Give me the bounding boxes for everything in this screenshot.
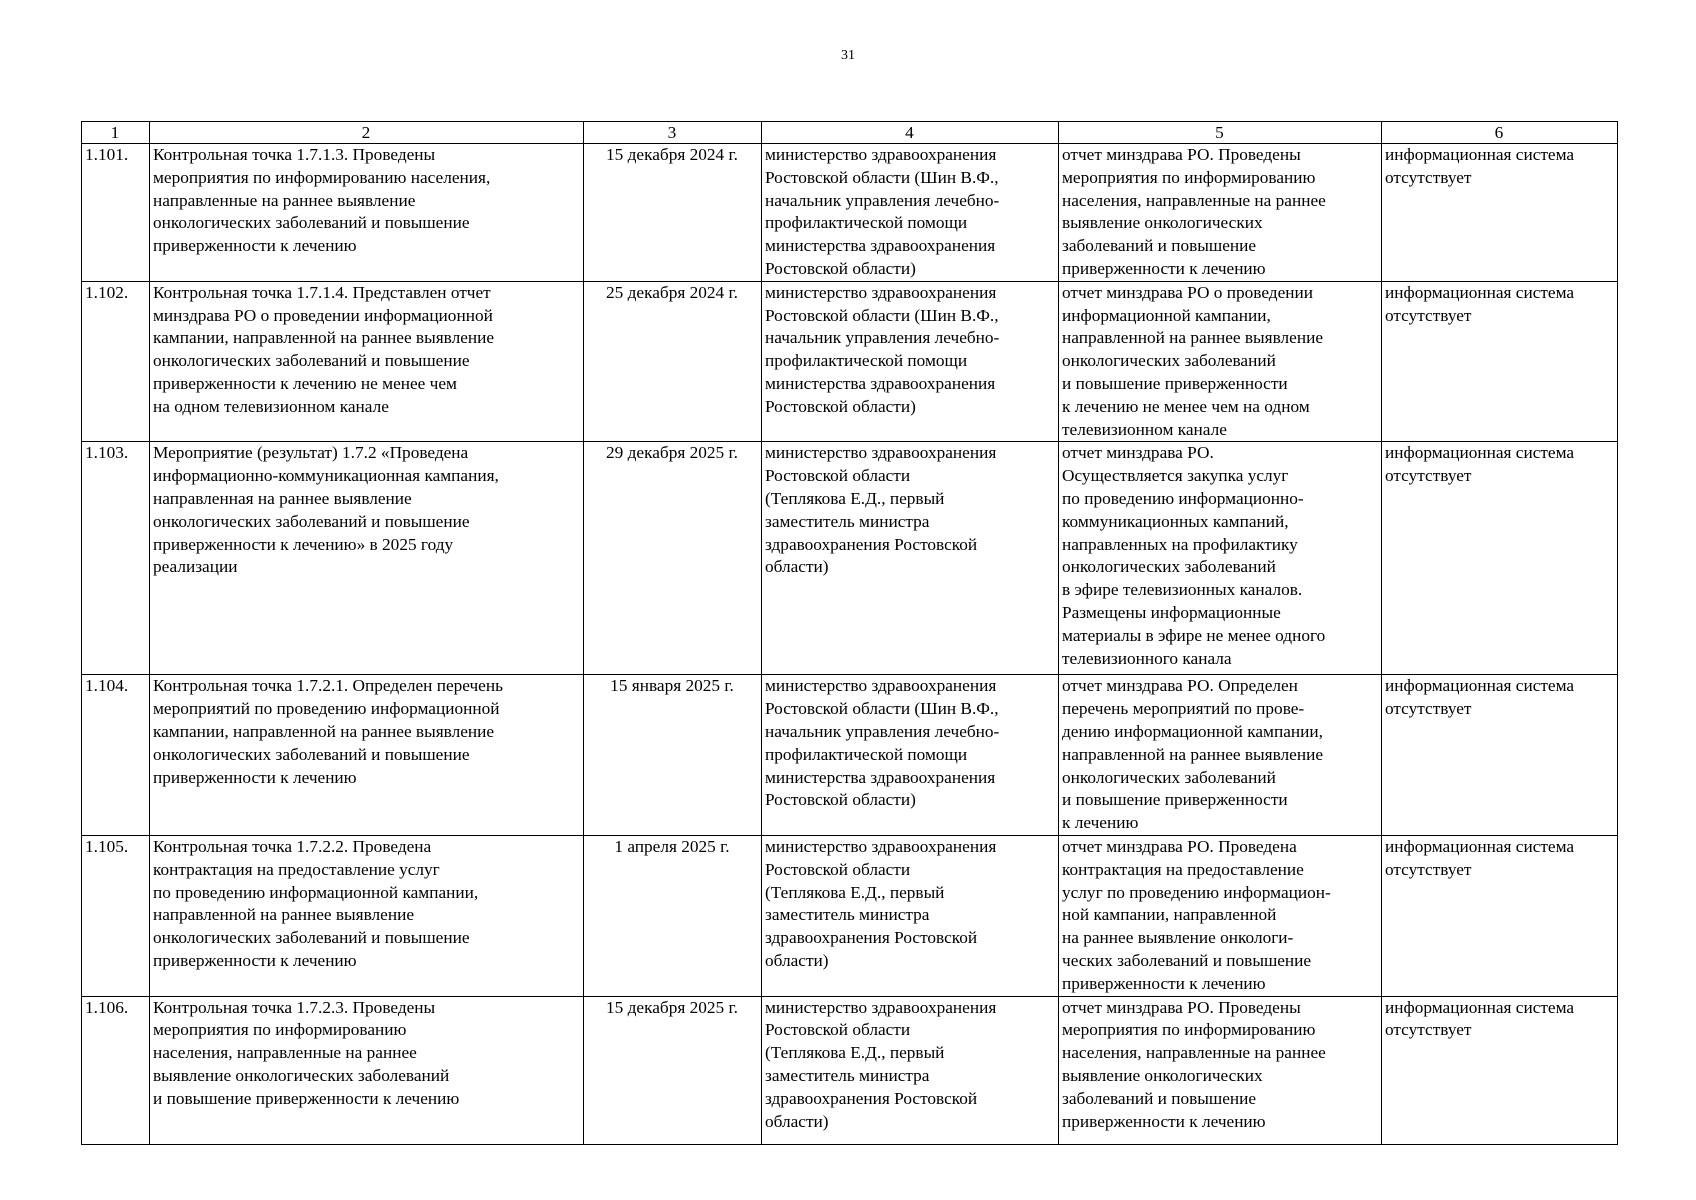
description-cell-line: Контрольная точка 1.7.2.1. Определен перечень <box>153 676 503 696</box>
description-cell-line: направленные на раннее выявление <box>153 190 416 210</box>
description-cell-line: Контрольная точка 1.7.2.2. Проведена <box>153 836 432 856</box>
result-cell-line: населения, направленные на раннее <box>1062 1043 1326 1063</box>
result-cell-line: мероприятия по информированию <box>1062 1020 1316 1040</box>
result-cell-line: информационной кампании, <box>1062 305 1271 325</box>
result-cell-line: онкологических заболеваний <box>1062 767 1276 787</box>
result-cell-line: направленной на раннее выявление <box>1062 744 1323 764</box>
result-cell-line: отчет минздрава РО. Проведена <box>1062 836 1297 856</box>
result-cell-line: по проведению информационно- <box>1062 488 1304 508</box>
description-cell-line: направленной на раннее выявление <box>153 905 414 925</box>
result-cell-line: на раннее выявление онкологи- <box>1062 928 1294 948</box>
result-cell <box>1059 144 1382 282</box>
row-number: 1.104. <box>82 675 150 836</box>
responsible-cell-line: министерство здравоохранения <box>765 145 997 164</box>
result-cell-line: Осуществляется закупка услуг <box>1062 466 1289 486</box>
responsible-cell-line: министерства здравоохранения <box>765 236 996 256</box>
row-number: 1.101. <box>82 144 150 282</box>
responsible-cell-line: профилактической помощи <box>765 744 968 764</box>
description-cell-line: онкологических заболеваний и повышение <box>153 213 470 233</box>
description-cell-line: на одном телевизионном канале <box>153 396 389 416</box>
responsible-cell-line: области) <box>765 557 829 577</box>
result-cell <box>1059 281 1382 442</box>
column-header-4: 4 <box>762 122 1059 144</box>
column-header-1: 1 <box>82 122 150 144</box>
description-cell-line: Контрольная точка 1.7.2.3. Проведены <box>153 997 436 1017</box>
description-cell <box>150 442 584 675</box>
result-cell-line: приверженности к лечению <box>1062 1111 1266 1131</box>
deadline-cell: 15 января 2025 г. <box>584 675 762 836</box>
description-cell-line: мероприятия по информированию населения, <box>153 167 491 187</box>
system-cell-line: информационная система <box>1385 997 1575 1017</box>
responsible-cell-line: начальник управления лечебно- <box>765 190 1000 210</box>
result-cell-line: приверженности к лечению <box>1062 973 1266 993</box>
responsible-cell-line: Ростовской области <box>765 466 911 486</box>
responsible-cell-line: министерство здравоохранения <box>765 997 997 1017</box>
result-cell-line: направленной на раннее выявление <box>1062 328 1323 348</box>
result-cell-line: к лечению не менее чем на одном <box>1062 396 1310 416</box>
result-cell-line: ной кампании, направленной <box>1062 905 1277 925</box>
description-cell-line: приверженности к лечению <box>153 767 357 787</box>
result-cell-line: Размещены информационные <box>1062 602 1281 622</box>
responsible-cell-line: Ростовской области <box>765 1020 911 1040</box>
result-cell-line: телевизионного канала <box>1062 648 1232 668</box>
system-cell-line: отсутствует <box>1385 859 1472 879</box>
responsible-cell-line: министерство здравоохранения <box>765 282 997 302</box>
responsible-cell-line: Ростовской области) <box>765 258 916 278</box>
responsible-cell-line: (Теплякова Е.Д., первый <box>765 1043 945 1063</box>
table-row <box>82 442 1618 675</box>
result-cell <box>1059 675 1382 836</box>
responsible-cell-line: начальник управления лечебно- <box>765 328 1000 348</box>
responsible-cell-line: здравоохранения Ростовской <box>765 928 978 948</box>
responsible-cell-line: министерство здравоохранения <box>765 676 997 696</box>
table-row <box>82 675 1618 836</box>
result-cell-line: онкологических заболеваний <box>1062 557 1276 577</box>
responsible-cell-line: (Теплякова Е.Д., первый <box>765 488 945 508</box>
description-cell-line: кампании, направленной на раннее выявление <box>153 328 495 348</box>
responsible-cell-line: профилактической помощи <box>765 351 968 371</box>
responsible-cell-line: начальник управления лечебно- <box>765 721 1000 741</box>
column-header-6: 6 <box>1382 122 1618 144</box>
table-header <box>82 122 1618 144</box>
responsible-cell-line: профилактической помощи <box>765 213 968 233</box>
system-cell <box>1382 675 1618 836</box>
description-cell-line: информационно-коммуникационная кампания, <box>153 466 499 486</box>
description-cell-line: Контрольная точка 1.7.1.3. Проведены <box>153 145 436 164</box>
result-cell-line: перечень мероприятий по прове- <box>1062 699 1305 719</box>
result-cell-line: заболеваний и повышение <box>1062 1088 1257 1108</box>
description-cell-line: приверженности к лечению» в 2025 году <box>153 534 454 554</box>
deadline-cell: 25 декабря 2024 г. <box>584 281 762 442</box>
result-cell-line: услуг по проведению информацион- <box>1062 882 1331 902</box>
description-cell <box>150 835 584 996</box>
system-cell-line: отсутствует <box>1385 466 1472 486</box>
page-number: 31 <box>841 48 855 63</box>
result-cell-line: контрактация на предоставление <box>1062 859 1304 879</box>
system-cell-line: информационная система <box>1385 282 1575 302</box>
result-cell-line: к лечению <box>1062 813 1139 833</box>
responsible-cell-line: (Теплякова Е.Д., первый <box>765 882 945 902</box>
system-cell <box>1382 144 1618 282</box>
system-cell-line: информационная система <box>1385 145 1575 164</box>
row-number: 1.102. <box>82 281 150 442</box>
result-cell-line: и повышение приверженности <box>1062 790 1288 810</box>
plan-table <box>81 121 1618 1145</box>
responsible-cell <box>762 996 1059 1144</box>
responsible-cell-line: здравоохранения Ростовской <box>765 534 978 554</box>
responsible-cell-line: министерства здравоохранения <box>765 767 996 787</box>
system-cell-line: отсутствует <box>1385 167 1472 187</box>
responsible-cell <box>762 675 1059 836</box>
responsible-cell <box>762 281 1059 442</box>
responsible-cell-line: заместитель министра <box>765 511 930 531</box>
description-cell-line: онкологических заболеваний и повышение <box>153 511 470 531</box>
responsible-cell-line: Ростовской области (Шин В.Ф., <box>765 167 999 187</box>
description-cell-line: реализации <box>153 557 238 577</box>
result-cell-line: отчет минздрава РО. Проведены <box>1062 997 1301 1017</box>
description-cell <box>150 996 584 1144</box>
row-number: 1.103. <box>82 442 150 675</box>
responsible-cell-line: области) <box>765 1111 829 1131</box>
description-cell-line: мероприятия по информированию <box>153 1020 407 1040</box>
result-cell-line: телевизионном канале <box>1062 419 1227 439</box>
result-cell-line: мероприятия по информированию <box>1062 167 1316 187</box>
description-cell-line: населения, направленные на раннее <box>153 1043 417 1063</box>
result-cell-line: коммуникационных кампаний, <box>1062 511 1289 531</box>
description-cell-line: кампании, направленной на раннее выявление <box>153 721 495 741</box>
system-cell-line: отсутствует <box>1385 699 1472 719</box>
responsible-cell-line: министерство здравоохранения <box>765 443 997 463</box>
description-cell-line: выявление онкологических заболеваний <box>153 1065 450 1085</box>
responsible-cell-line: Ростовской области) <box>765 396 916 416</box>
system-cell <box>1382 996 1618 1144</box>
responsible-cell-line: Ростовской области (Шин В.Ф., <box>765 305 999 325</box>
responsible-cell <box>762 442 1059 675</box>
description-cell-line: Мероприятие (результат) 1.7.2 «Проведена <box>153 443 469 463</box>
result-cell-line: дению информационной кампании, <box>1062 721 1323 741</box>
description-cell-line: направленная на раннее выявление <box>153 488 412 508</box>
row-number: 1.105. <box>82 835 150 996</box>
description-cell-line: контрактация на предоставление услуг <box>153 859 440 879</box>
result-cell-line: материалы в эфире не менее одного <box>1062 625 1326 645</box>
responsible-cell-line: здравоохранения Ростовской <box>765 1088 978 1108</box>
result-cell-line: направленных на профилактику <box>1062 534 1298 554</box>
system-cell-line: информационная система <box>1385 676 1575 696</box>
description-cell <box>150 281 584 442</box>
table-row <box>82 281 1618 442</box>
description-cell <box>150 144 584 282</box>
responsible-cell-line: Ростовской области) <box>765 790 916 810</box>
table-row <box>82 835 1618 996</box>
description-cell-line: Контрольная точка 1.7.1.4. Представлен отчет <box>153 282 491 302</box>
result-cell <box>1059 996 1382 1144</box>
result-cell-line: онкологических заболеваний <box>1062 351 1276 371</box>
result-cell <box>1059 835 1382 996</box>
result-cell-line: отчет минздрава РО. <box>1062 443 1214 463</box>
table-body <box>82 144 1618 1145</box>
description-cell-line: минздрава РО о проведении информационной <box>153 305 493 325</box>
result-cell-line: выявление онкологических <box>1062 1065 1263 1085</box>
deadline-cell: 29 декабря 2025 г. <box>584 442 762 675</box>
system-cell-line: информационная система <box>1385 836 1575 856</box>
result-cell-line: населения, направленные на раннее <box>1062 190 1326 210</box>
system-cell <box>1382 835 1618 996</box>
system-cell-line: отсутствует <box>1385 1020 1472 1040</box>
row-number: 1.106. <box>82 996 150 1144</box>
description-cell-line: и повышение приверженности к лечению <box>153 1088 460 1108</box>
system-cell <box>1382 281 1618 442</box>
result-cell-line: отчет минздрава РО. Определен <box>1062 676 1298 696</box>
responsible-cell-line: области) <box>765 950 829 970</box>
deadline-cell: 1 апреля 2025 г. <box>584 835 762 996</box>
column-header-5: 5 <box>1059 122 1382 144</box>
result-cell-line: заболеваний и повышение <box>1062 236 1257 256</box>
result-cell-line: ческих заболеваний и повышение <box>1062 950 1312 970</box>
description-cell-line: мероприятий по проведению информационной <box>153 699 500 719</box>
column-header-3: 3 <box>584 122 762 144</box>
deadline-cell: 15 декабря 2024 г. <box>584 144 762 282</box>
result-cell-line: отчет минздрава РО. Проведены <box>1062 145 1301 164</box>
responsible-cell-line: министерство здравоохранения <box>765 836 997 856</box>
responsible-cell <box>762 144 1059 282</box>
responsible-cell-line: Ростовской области <box>765 859 911 879</box>
description-cell-line: онкологических заболеваний и повышение <box>153 351 470 371</box>
responsible-cell-line: министерства здравоохранения <box>765 373 996 393</box>
responsible-cell-line: Ростовской области (Шин В.Ф., <box>765 699 999 719</box>
table-row <box>82 996 1618 1144</box>
responsible-cell <box>762 835 1059 996</box>
description-cell-line: приверженности к лечению <box>153 950 357 970</box>
responsible-cell-line: заместитель министра <box>765 905 930 925</box>
table-row <box>82 144 1618 282</box>
result-cell-line: выявление онкологических <box>1062 213 1263 233</box>
description-cell-line: онкологических заболеваний и повышение <box>153 744 470 764</box>
system-cell-line: отсутствует <box>1385 305 1472 325</box>
result-cell-line: и повышение приверженности <box>1062 373 1288 393</box>
description-cell-line: приверженности к лечению <box>153 236 357 256</box>
result-cell-line: в эфире телевизионных каналов. <box>1062 580 1303 600</box>
header-row <box>82 122 1618 144</box>
description-cell-line: онкологических заболеваний и повышение <box>153 928 470 948</box>
system-cell <box>1382 442 1618 675</box>
system-cell-line: информационная система <box>1385 443 1575 463</box>
description-cell-line: по проведению информационной кампании, <box>153 882 479 902</box>
deadline-cell: 15 декабря 2025 г. <box>584 996 762 1144</box>
description-cell <box>150 675 584 836</box>
description-cell-line: приверженности к лечению не менее чем <box>153 373 457 393</box>
result-cell-line: приверженности к лечению <box>1062 258 1266 278</box>
column-header-2: 2 <box>150 122 584 144</box>
result-cell <box>1059 442 1382 675</box>
result-cell-line: отчет минздрава РО о проведении <box>1062 282 1313 302</box>
responsible-cell-line: заместитель министра <box>765 1065 930 1085</box>
